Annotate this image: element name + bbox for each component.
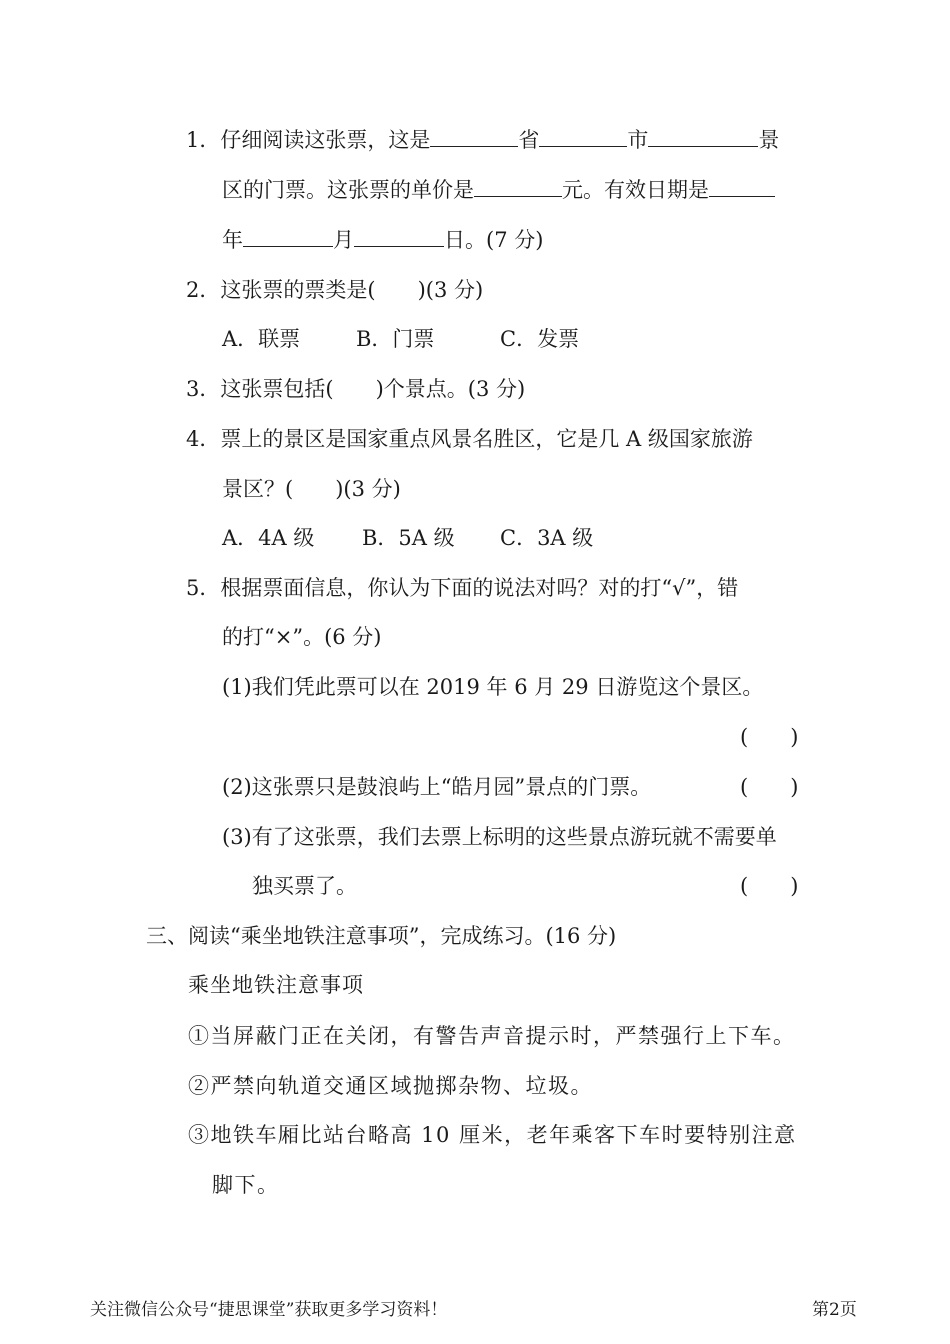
q1-number: 1． [186, 128, 221, 152]
section3-heading: 三、阅读“乘坐地铁注意事项”，完成练习。(16 分) [146, 924, 617, 948]
q2-option-b: B．门票 [356, 327, 435, 351]
q5-item-3: (3)有了这张票，我们去票上标明的这些景点游玩就不需要单 [222, 825, 777, 849]
q4-line2: 景区？( )(3 分) [222, 477, 401, 501]
q5-item-2-answer[interactable]: ( ) [740, 775, 799, 799]
rule-3-cont: 脚下。 [212, 1173, 280, 1197]
section3-title: 乘坐地铁注意事项 [188, 973, 364, 997]
q5-line1: 5．根据票面信息，你认为下面的说法对吗？对的打“√”，错 [186, 576, 739, 600]
blank-year[interactable] [709, 176, 775, 197]
q4-option-c: C．3A 级 [500, 526, 594, 550]
q5-item-2: (2)这张票只是鼓浪屿上“皓月园”景点的门票。 [222, 775, 652, 799]
blank-month-start[interactable] [243, 226, 333, 247]
q5-item-1-answer[interactable]: ( ) [740, 725, 799, 749]
q5-item-3-cont: 独买票了。 [252, 874, 357, 898]
rule-3: ③地铁车厢比站台略高 10 厘米，老年乘客下车时要特别注意 [188, 1123, 797, 1147]
q5-line2: 的打“×”。(6 分) [222, 625, 382, 649]
blank-price[interactable] [474, 176, 562, 197]
q4-option-a: A．4A 级 [222, 526, 315, 550]
q4-option-b: B．5A 级 [362, 526, 455, 550]
q2-option-c: C．发票 [500, 327, 580, 351]
blank-scenic[interactable] [648, 126, 758, 147]
q2-stem: 2．这张票的票类是( )(3 分) [186, 278, 484, 302]
q5-item-1: (1)我们凭此票可以在 2019 年 6 月 29 日游览这个景区。 [222, 675, 764, 699]
q4-line1: 4．票上的景区是国家重点风景名胜区，它是几 A 级国家旅游 [186, 427, 753, 451]
q1-line3: 年 月 日。(7 分) [222, 228, 544, 252]
blank-day[interactable] [354, 226, 444, 247]
page-number: 第2页 [812, 1300, 857, 1320]
q3-stem: 3．这张票包括( )个景点。(3 分) [186, 377, 526, 401]
blank-province[interactable] [430, 126, 518, 147]
q2-option-a: A．联票 [222, 327, 301, 351]
q1-line2: 区的门票。这张票的单价是 元。有效日期是 [222, 175, 775, 205]
rule-1: ①当屏蔽门正在关闭，有警告声音提示时，严禁强行上下车。 [188, 1024, 796, 1048]
q1-line1: 1．仔细阅读这张票，这是 省 市 景 [186, 128, 780, 152]
blank-city[interactable] [539, 126, 627, 147]
q5-item-3-answer[interactable]: ( ) [740, 874, 799, 898]
rule-2: ②严禁向轨道交通区域抛掷杂物、垃圾。 [188, 1074, 593, 1098]
footer-promo: 关注微信公众号“捷思课堂”获取更多学习资料！ [90, 1300, 448, 1320]
